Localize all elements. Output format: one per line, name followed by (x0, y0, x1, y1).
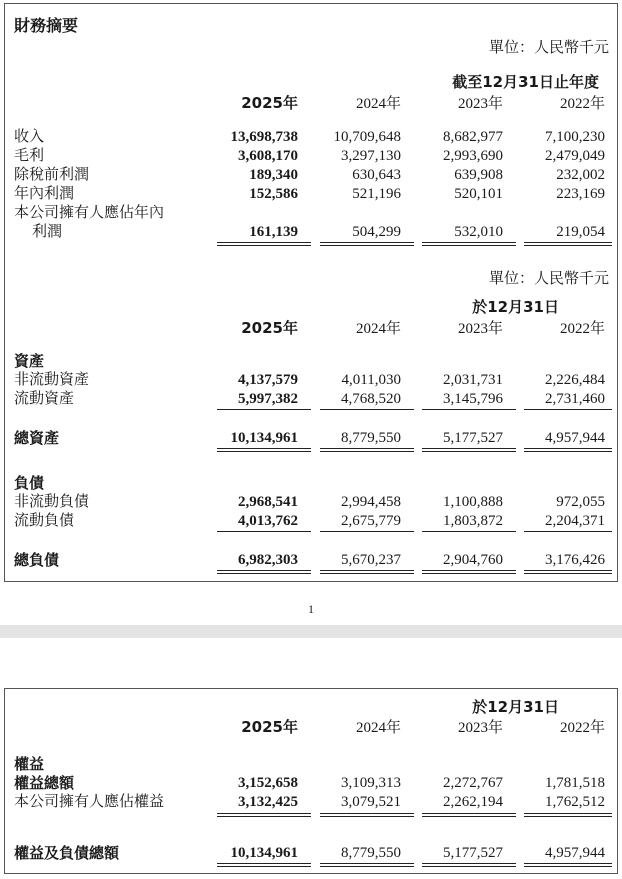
cell-cl-2025: 4,013,762 (238, 513, 298, 529)
row-label-gross-profit: 毛利 (14, 148, 45, 164)
year-header-2025: 2025年 (241, 718, 298, 736)
cell-equity-attr-2022: 1,762,512 (545, 794, 605, 810)
cell-revenue-2025: 13,698,738 (230, 129, 298, 145)
year-header-2022: 2022年 (559, 321, 605, 337)
double-underline (422, 570, 516, 574)
cell-nca-2022: 2,226,484 (545, 372, 605, 388)
cell-total-eq-liab-2022: 4,957,944 (545, 845, 605, 861)
double-underline (217, 448, 311, 452)
cell-equity-attr-2025: 3,132,425 (238, 794, 298, 810)
cell-ncl-2024: 2,994,458 (341, 494, 401, 510)
cell-pbt-2025: 189,340 (249, 167, 298, 183)
assets-heading: 資產 (14, 352, 45, 370)
double-underline (217, 570, 311, 574)
cell-revenue-2024: 10,709,648 (333, 129, 401, 145)
cell-ncl-2025: 2,968,541 (238, 494, 298, 510)
cell-profit-year-2024: 521,196 (352, 186, 401, 202)
year-header-2025: 2025年 (241, 94, 298, 112)
cell-profit-attr-2022: 219,054 (556, 224, 605, 240)
cell-revenue-2023: 8,682,977 (443, 129, 503, 145)
cell-revenue-2022: 7,100,230 (545, 129, 605, 145)
row-label-current-assets: 流動資產 (14, 391, 75, 407)
cell-total-liab-2023: 2,904,760 (443, 552, 503, 568)
cell-ca-2025: 5,997,382 (238, 391, 298, 407)
cell-total-liab-2024: 5,670,237 (341, 552, 401, 568)
unit-label: 單位：人民幣千元 (488, 271, 609, 287)
financial-summary-page-1 (4, 3, 618, 582)
double-underline (320, 863, 414, 867)
page-separator (0, 625, 622, 638)
cell-profit-attr-2025: 161,139 (249, 224, 298, 240)
cell-gross-profit-2023: 2,993,690 (443, 148, 503, 164)
year-header-2023: 2023年 (457, 720, 503, 736)
cell-gross-profit-2024: 3,297,130 (341, 148, 401, 164)
cell-nca-2023: 2,031,731 (443, 372, 503, 388)
cell-equity-2025: 3,152,658 (238, 775, 298, 791)
cell-gross-profit-2025: 3,608,170 (238, 148, 298, 164)
year-header-2024: 2024年 (355, 96, 401, 112)
cell-total-eq-liab-2024: 8,779,550 (341, 845, 401, 861)
underline (524, 409, 612, 410)
period-header: 於12月31日 (472, 698, 559, 716)
row-label-total-equity: 權益總額 (14, 774, 75, 792)
cell-total-assets-2023: 5,177,527 (443, 430, 503, 446)
underline (217, 409, 311, 410)
cell-cl-2023: 1,803,872 (443, 513, 503, 529)
cell-total-liab-2022: 3,176,426 (545, 552, 605, 568)
row-label-profit-attributable: 本公司擁有人應佔年內 (14, 205, 165, 221)
cell-total-assets-2025: 10,134,961 (230, 430, 298, 446)
cell-ca-2024: 4,768,520 (341, 391, 401, 407)
row-label-total-equity-liabilities: 權益及負債總額 (14, 844, 120, 862)
row-label-revenue: 收入 (14, 129, 45, 145)
underline (320, 409, 414, 410)
year-header-2022: 2022年 (559, 720, 605, 736)
cell-ncl-2023: 1,100,888 (443, 494, 503, 510)
equity-heading: 權益 (14, 755, 45, 773)
cell-ca-2022: 2,731,460 (545, 391, 605, 407)
underline (320, 531, 414, 532)
cell-profit-attr-2024: 504,299 (352, 224, 401, 240)
row-label-profit-attributable-line2: 利潤 (32, 224, 63, 240)
year-header-2023: 2023年 (457, 321, 503, 337)
underline (524, 531, 612, 532)
page-number: 1 (308, 602, 314, 616)
cell-pbt-2024: 630,643 (352, 167, 401, 183)
year-header-2024: 2024年 (355, 720, 401, 736)
cell-nca-2025: 4,137,579 (238, 372, 298, 388)
double-underline (524, 813, 612, 817)
cell-profit-attr-2023: 532,010 (454, 224, 503, 240)
double-underline (524, 448, 612, 452)
underline (422, 409, 516, 410)
double-underline (217, 813, 311, 817)
cell-total-eq-liab-2023: 5,177,527 (443, 845, 503, 861)
row-label-current-liabilities: 流動負債 (14, 513, 75, 529)
double-underline (524, 242, 612, 246)
double-underline (524, 570, 612, 574)
underline (217, 531, 311, 532)
year-header-2025: 2025年 (241, 319, 298, 337)
row-label-non-current-assets: 非流動資產 (14, 372, 90, 388)
cell-total-liab-2025: 6,982,303 (238, 552, 298, 568)
row-label-total-assets: 總資產 (14, 429, 60, 447)
year-header-2023: 2023年 (457, 96, 503, 112)
cell-equity-2024: 3,109,313 (341, 775, 401, 791)
row-label-profit-before-tax: 除稅前利潤 (14, 167, 90, 183)
cell-ncl-2022: 972,055 (556, 494, 605, 510)
unit-label: 單位：人民幣千元 (488, 40, 609, 56)
cell-equity-attr-2023: 2,262,194 (443, 794, 503, 810)
double-underline (320, 813, 414, 817)
cell-cl-2022: 2,204,371 (545, 513, 605, 529)
cell-cl-2024: 2,675,779 (341, 513, 401, 529)
year-header-2024: 2024年 (355, 321, 401, 337)
cell-equity-2022: 1,781,518 (545, 775, 605, 791)
cell-equity-2023: 2,272,767 (443, 775, 503, 791)
cell-nca-2024: 4,011,030 (341, 372, 401, 388)
row-label-non-current-liabilities: 非流動負債 (14, 494, 90, 510)
cell-pbt-2023: 639,908 (454, 167, 503, 183)
double-underline (320, 570, 414, 574)
double-underline (524, 863, 612, 867)
cell-ca-2023: 3,145,796 (443, 391, 503, 407)
liabilities-heading: 負債 (14, 474, 45, 492)
period-header: 截至12月31日止年度 (452, 73, 599, 91)
cell-profit-year-2022: 223,169 (556, 186, 605, 202)
cell-gross-profit-2022: 2,479,049 (545, 148, 605, 164)
double-underline (320, 242, 414, 246)
double-underline (422, 863, 516, 867)
year-header-2022: 2022年 (559, 96, 605, 112)
row-label-equity-attributable: 本公司擁有人應佔權益 (14, 794, 165, 810)
period-header: 於12月31日 (472, 298, 559, 316)
row-label-total-liabilities: 總負債 (14, 551, 60, 569)
financial-summary-page-2 (4, 688, 618, 874)
double-underline (217, 242, 311, 246)
cell-profit-year-2023: 520,101 (454, 186, 503, 202)
double-underline (422, 242, 516, 246)
cell-total-eq-liab-2025: 10,134,961 (230, 845, 298, 861)
cell-profit-year-2025: 152,586 (249, 186, 298, 202)
cell-equity-attr-2024: 3,079,521 (341, 794, 401, 810)
page-title: 財務摘要 (14, 16, 79, 35)
double-underline (320, 448, 414, 452)
double-underline (422, 448, 516, 452)
cell-total-assets-2024: 8,779,550 (341, 430, 401, 446)
row-label-profit-for-year: 年內利潤 (14, 186, 75, 202)
double-underline (217, 863, 311, 867)
cell-pbt-2022: 232,002 (556, 167, 605, 183)
cell-total-assets-2022: 4,957,944 (545, 430, 605, 446)
double-underline (422, 813, 516, 817)
underline (422, 531, 516, 532)
